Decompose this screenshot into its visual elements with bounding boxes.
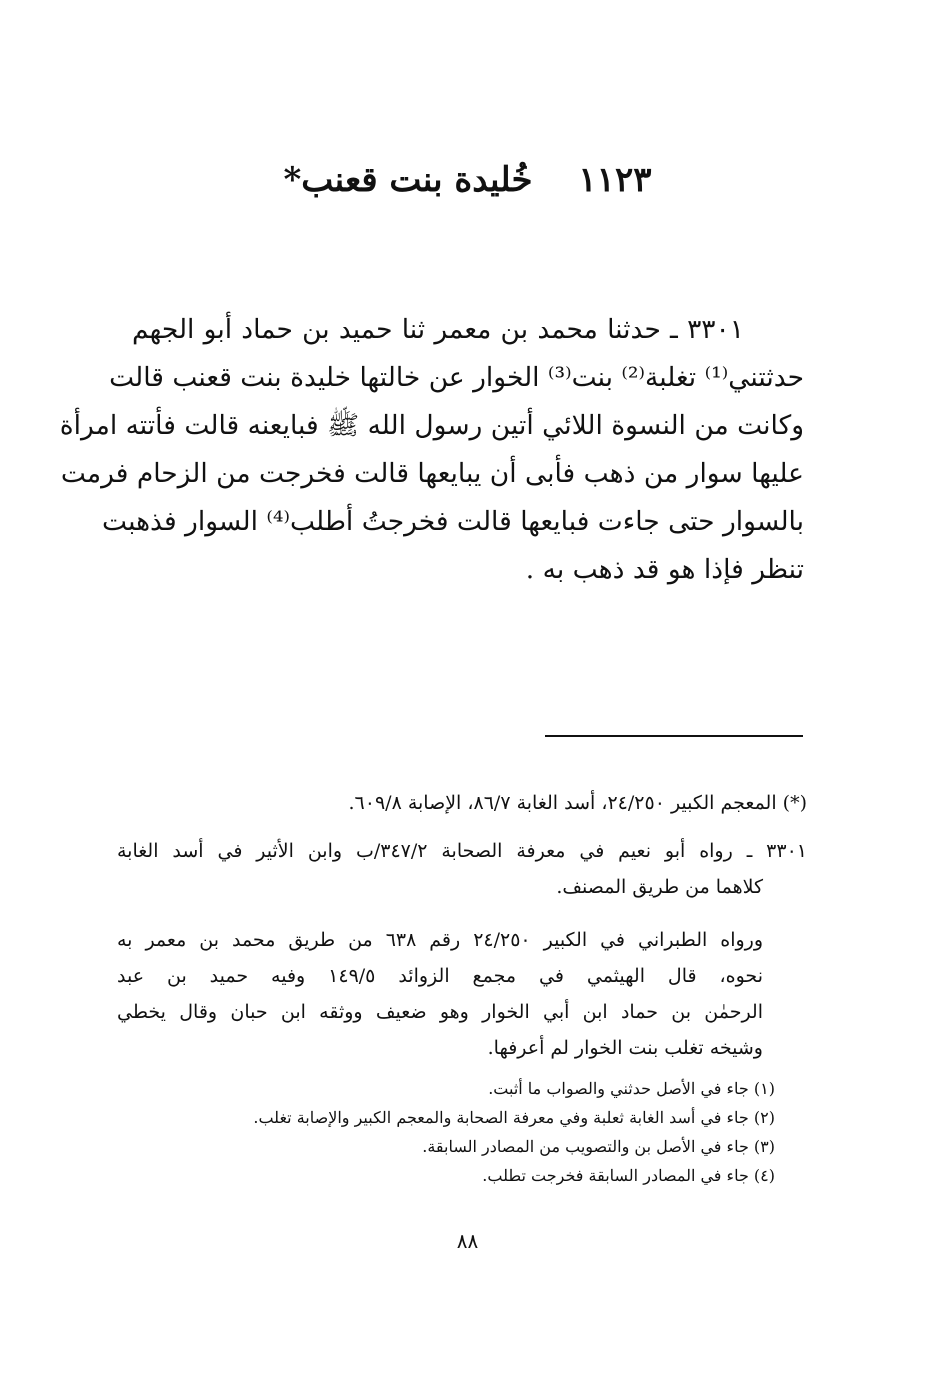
note-3: (٣) جاء في الأصل بن والتصويب من المصادر السابقة. [422, 1137, 775, 1156]
hadith-line: بالسوار حتى جاءت فبايعها قالت فخرجتُ أطلب⁽⁴⁾ السوار فذهبت [102, 506, 804, 537]
footnote-3301 [117, 833, 807, 905]
entry-number: ١١٢٣ [578, 160, 652, 200]
footnote-line: الرحمٰن بن حماد ابن أبي الخوار وهو ضعيف ووثقه ابن حبان وقال يخطي [117, 1001, 763, 1023]
footnote-tabarani [117, 922, 807, 1066]
footnote-line: ورواه الطبراني في الكبير ٢٤/٢٥٠ رقم ٦٣٨ من طريق محمد بن معمر به [117, 929, 764, 951]
footnote-line: كلاهما من طريق المصنف. [556, 876, 763, 898]
hadith-line: وكانت من النسوة اللائي أتين رسول الله ﷺ فبايعنه قالت فأتته امرأة [59, 410, 804, 441]
footnote-sources: (*) المعجم الكبير ٢٤/٢٥٠، أسد الغابة ٨٦/٧، الإصابة ٦٠٩/٨. [348, 792, 807, 814]
hadith-line: تنظر فإذا هو قد ذهب به . [525, 554, 804, 585]
footnote-line: نحوه، قال الهيثمي في مجمع الزوائد ١٤٩/٥ وفيه حميد بن عبد [117, 965, 763, 987]
page-number: ٨٨ [456, 1229, 479, 1253]
footnote-line: وشيخه تغلب بنت الخوار لم أعرفها. [487, 1037, 763, 1059]
numbered-notes [155, 1074, 775, 1190]
entry-heading [0, 150, 935, 210]
note-4: (٤) جاء في المصادر السابقة فخرجت تطلب. [482, 1166, 775, 1185]
hadith-line: عليها سوار من ذهب فأبى أن يبايعها قالت فخرجت من الزحام فرمت [60, 458, 804, 489]
hadith-line: حدثتني⁽¹⁾ تغلبة⁽²⁾ بنت⁽³⁾ الخوار عن خالتها خليدة بنت قعنب قالت [109, 362, 804, 393]
footnote-line: ٣٣٠١ ـ رواه أبو نعيم في معرفة الصحابة ٣٤٧/٢/ب وابن الأثير في أسد الغابة [117, 840, 807, 862]
footnote-separator [545, 735, 803, 737]
note-2: (٢) جاء في أسد الغابة ثعلبة وفي معرفة الصحابة والمعجم الكبير والإصابة تغلب. [253, 1108, 775, 1127]
note-1: (١) جاء في الأصل حدثني والصواب ما أثبت. [488, 1079, 775, 1098]
entry-name: خُليدة بنت قعنب* [283, 160, 533, 200]
hadith-line: ٣٣٠١ ـ حدثنا محمد بن معمر ثنا حميد بن حماد أبو الجهم [132, 314, 744, 345]
hadith-text [59, 306, 804, 594]
